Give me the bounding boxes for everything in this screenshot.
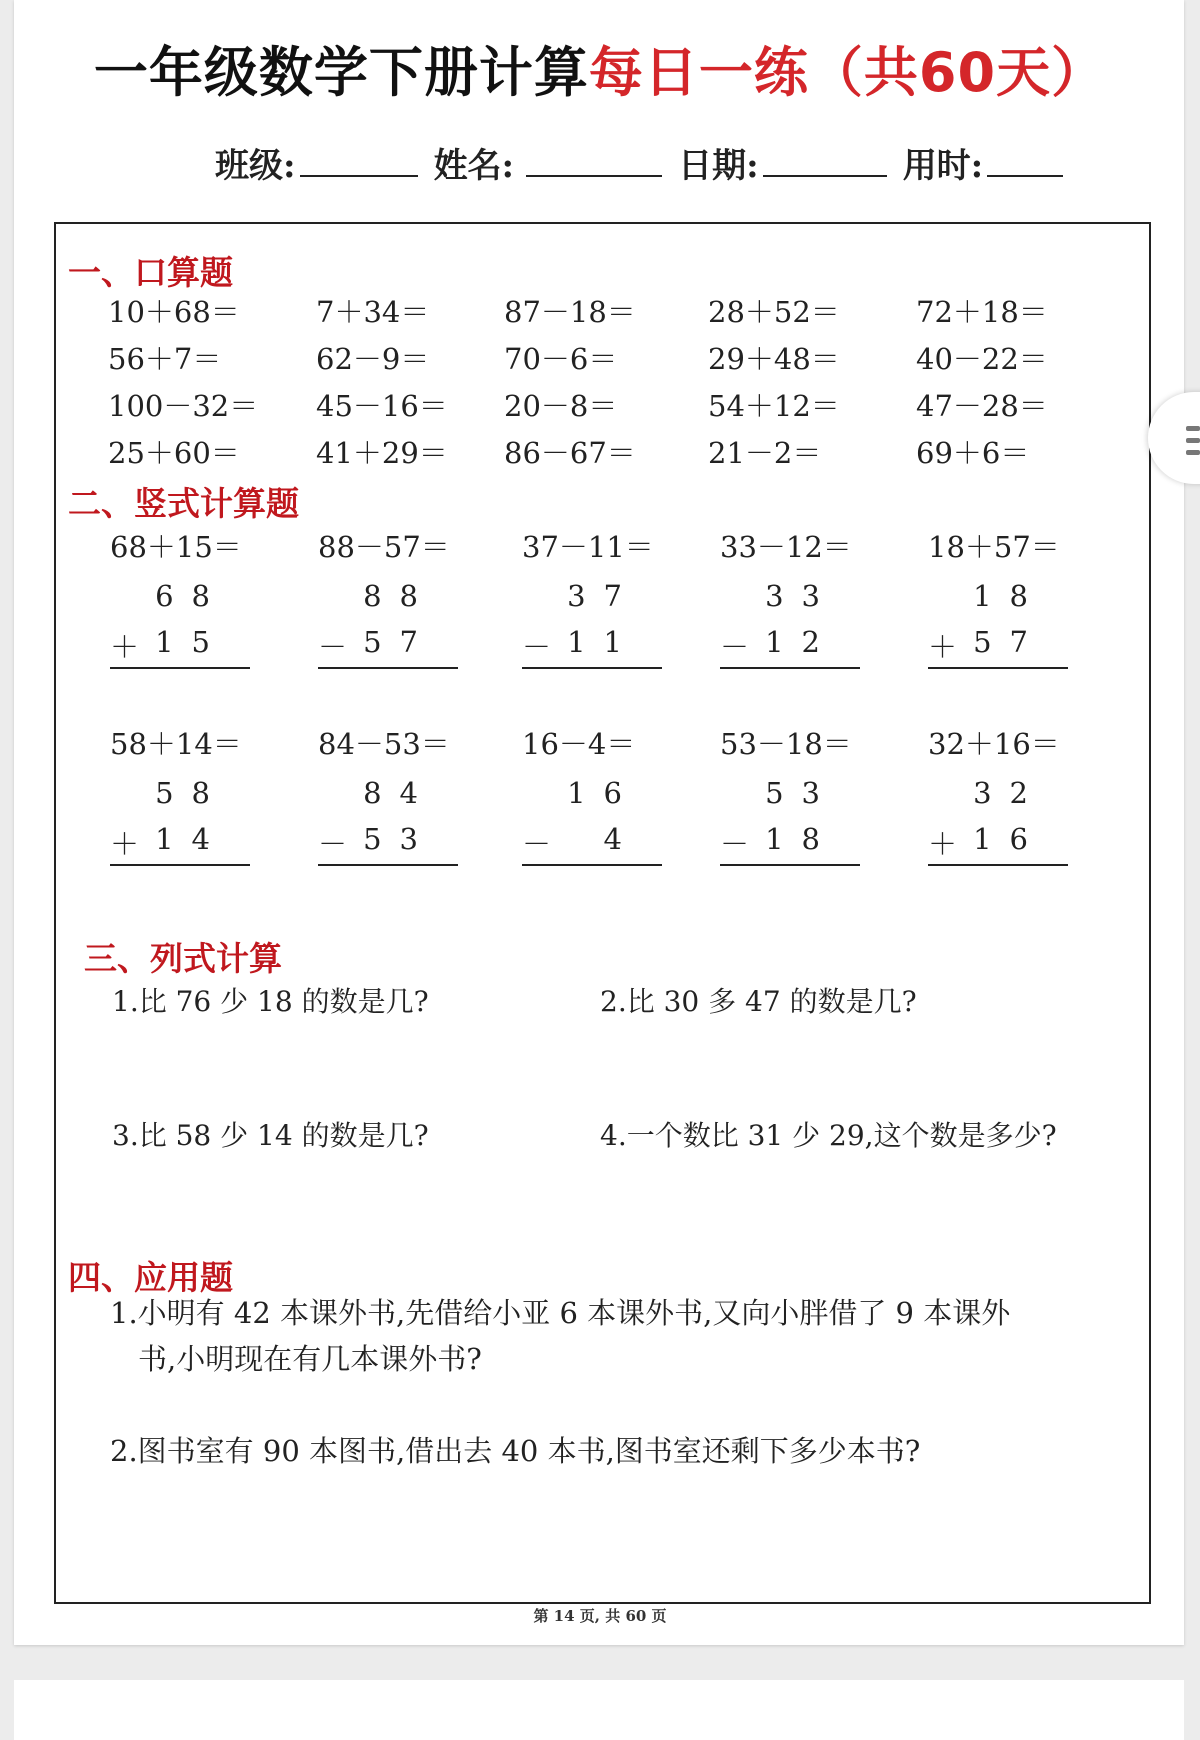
oral-item: 10＋68＝ (108, 295, 240, 329)
oral-item: 54＋12＝ (708, 389, 840, 423)
answer-line (110, 667, 250, 669)
vertical-operator: ＋ (110, 827, 140, 861)
vertical-operator: － (522, 827, 552, 861)
vertical-expression: 16－4＝ (522, 727, 636, 761)
vertical-bottom-number: 15 (155, 625, 228, 659)
vertical-bottom-number: 14 (155, 822, 228, 856)
vertical-expression: 33－12＝ (720, 530, 852, 564)
vertical-expression: 84－53＝ (318, 727, 450, 761)
vertical-expression: 18＋57＝ (928, 530, 1060, 564)
date-field: 日期: (678, 138, 887, 187)
vertical-operator: ＋ (928, 630, 958, 664)
vertical-operator: － (522, 630, 552, 664)
oral-item: 69＋6＝ (916, 436, 1030, 470)
student-info-row (215, 138, 1073, 187)
vertical-top-number: 84 (363, 776, 436, 810)
vertical-top-number: 58 (155, 776, 228, 810)
answer-line (318, 667, 458, 669)
oral-item: 41＋29＝ (316, 436, 448, 470)
question-3: 3.比 58 少 14 的数是几? (112, 1119, 429, 1152)
vertical-expression: 58＋14＝ (110, 727, 242, 761)
oral-item: 25＋60＝ (108, 436, 240, 470)
vertical-operator: － (318, 827, 348, 861)
question-4: 4.一个数比 31 少 29,这个数是多少? (600, 1119, 1057, 1152)
section-equation-title: 三、列式计算 (84, 939, 282, 978)
applied-question-2: 2.图书室有 90 本图书,借出去 40 本书,图书室还剩下多少本书? (110, 1434, 921, 1468)
oral-item: 87－18＝ (504, 295, 636, 329)
vertical-top-number: 32 (973, 776, 1046, 810)
menu-icon (1186, 426, 1200, 431)
vertical-top-number: 33 (765, 579, 838, 613)
page-title (0, 30, 1200, 107)
oral-item: 40－22＝ (916, 342, 1048, 376)
oral-item: 56＋7＝ (108, 342, 222, 376)
answer-line (110, 864, 250, 866)
question-2: 2.比 30 多 47 的数是几? (600, 985, 917, 1018)
vertical-operator: － (318, 630, 348, 664)
vertical-bottom-number: 16 (973, 822, 1046, 856)
applied-question-1: 1.小明有 42 本课外书,先借给小亚 6 本课外书,又向小胖借了 9 本课外 书,小明现在有几本课外书? (110, 1296, 1011, 1376)
vertical-bottom-number: 18 (765, 822, 838, 856)
vertical-bottom-number: 4 (603, 822, 640, 856)
section-vertical-title: 二、竖式计算题 (68, 484, 299, 523)
vertical-bottom-number: 57 (363, 625, 436, 659)
vertical-operator: ＋ (928, 827, 958, 861)
vertical-top-number: 53 (765, 776, 838, 810)
oral-item: 29＋48＝ (708, 342, 840, 376)
oral-item: 86－67＝ (504, 436, 636, 470)
page-footer: 第 14 页, 共 60 页 (533, 1607, 667, 1625)
vertical-top-number: 16 (567, 776, 640, 810)
oral-item: 72＋18＝ (916, 295, 1048, 329)
name-field: 姓名: (434, 138, 663, 187)
answer-line (522, 864, 662, 866)
vertical-operator: － (720, 827, 750, 861)
oral-item: 62－9＝ (316, 342, 430, 376)
answer-line (928, 667, 1068, 669)
exercise-frame (54, 222, 1151, 1604)
vertical-bottom-number: 12 (765, 625, 838, 659)
answer-line (720, 864, 860, 866)
section-oral-title: 一、口算题 (68, 253, 233, 292)
vertical-top-number: 68 (155, 579, 228, 613)
answer-line (928, 864, 1068, 866)
oral-item: 7＋34＝ (316, 295, 430, 329)
title-highlight: 每日一练（共60天） (588, 41, 1107, 104)
vertical-operator: ＋ (110, 630, 140, 664)
oral-item: 28＋52＝ (708, 295, 840, 329)
answer-line (720, 667, 860, 669)
question-1: 1.比 76 少 18 的数是几? (112, 985, 429, 1018)
time-field: 用时: (903, 138, 1064, 187)
title-main: 一年级数学下册计算 (93, 41, 589, 104)
vertical-bottom-number: 57 (973, 625, 1046, 659)
vertical-top-number: 88 (363, 579, 436, 613)
vertical-operator: － (720, 630, 750, 664)
section-applied-title: 四、应用题 (68, 1258, 233, 1297)
vertical-expression: 53－18＝ (720, 727, 852, 761)
oral-item: 47－28＝ (916, 389, 1048, 423)
oral-item: 20－8＝ (504, 389, 618, 423)
vertical-expression: 88－57＝ (318, 530, 450, 564)
oral-item: 21－2＝ (708, 436, 822, 470)
oral-item: 100－32＝ (108, 389, 259, 423)
next-page-edge (14, 1680, 1184, 1740)
vertical-expression: 32＋16＝ (928, 727, 1060, 761)
oral-item: 45－16＝ (316, 389, 448, 423)
answer-line (522, 667, 662, 669)
vertical-top-number: 18 (973, 579, 1046, 613)
vertical-expression: 68＋15＝ (110, 530, 242, 564)
oral-item: 70－6＝ (504, 342, 618, 376)
vertical-bottom-number: 53 (363, 822, 436, 856)
vertical-expression: 37－11＝ (522, 530, 654, 564)
vertical-bottom-number: 11 (567, 625, 640, 659)
vertical-top-number: 37 (567, 579, 640, 613)
class-field: 班级: (215, 138, 418, 187)
answer-line (318, 864, 458, 866)
